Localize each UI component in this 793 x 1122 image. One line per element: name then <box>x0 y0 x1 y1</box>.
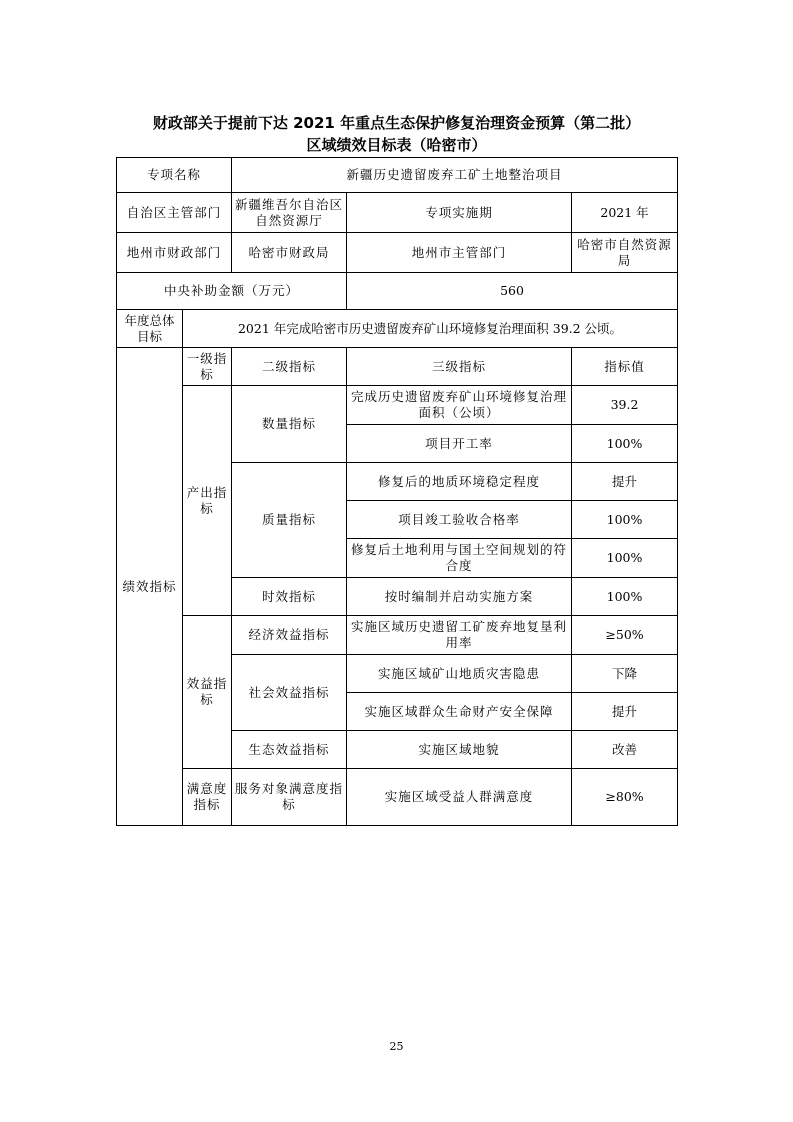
table-header-row <box>117 348 678 386</box>
output-indicators-label: 产出指标 <box>183 386 232 616</box>
header-level1: 一级指标 <box>183 348 232 386</box>
indicator-name: 实施区域受益人群满意度 <box>347 769 572 826</box>
indicator-value: ≥50% <box>572 616 678 655</box>
indicator-value: 39.2 <box>572 386 678 425</box>
header-value: 指标值 <box>572 348 678 386</box>
timeliness-indicators-label: 时效指标 <box>232 578 347 616</box>
table-row <box>117 158 678 193</box>
table-row <box>117 386 678 425</box>
title-line-2: 区域绩效目标表（哈密市） <box>306 136 487 154</box>
table-row <box>117 193 678 233</box>
indicator-value: 提升 <box>572 693 678 731</box>
document-title <box>114 112 679 156</box>
performance-indicators-label: 绩效指标 <box>117 348 183 826</box>
table-row <box>117 769 678 826</box>
period-value: 2021 年 <box>572 193 678 233</box>
indicator-name: 实施区域群众生命财产安全保障 <box>347 693 572 731</box>
dept-value: 新疆维吾尔自治区自然资源厅 <box>232 193 347 233</box>
table-row <box>117 233 678 273</box>
prefecture-dept-label: 地州市主管部门 <box>347 233 572 273</box>
indicator-name: 修复后土地利用与国土空间规划的符合度 <box>347 539 572 578</box>
social-benefit-label: 社会效益指标 <box>232 655 347 731</box>
indicator-value: 100% <box>572 578 678 616</box>
page-number: 25 <box>389 1040 404 1053</box>
indicator-value: 提升 <box>572 463 678 501</box>
indicator-value: 100% <box>572 425 678 463</box>
prefecture-dept-value: 哈密市自然资源局 <box>572 233 678 273</box>
indicator-value: 下降 <box>572 655 678 693</box>
indicator-name: 项目开工率 <box>347 425 572 463</box>
indicator-name: 实施区域地貌 <box>347 731 572 769</box>
indicator-value: 100% <box>572 501 678 539</box>
header-level2: 二级指标 <box>232 348 347 386</box>
indicator-name: 修复后的地质环境稳定程度 <box>347 463 572 501</box>
subsidy-label: 中央补助金额（万元） <box>117 273 347 310</box>
indicator-name: 完成历史遗留废弃矿山环境修复治理面积（公顷） <box>347 386 572 425</box>
period-label: 专项实施期 <box>347 193 572 233</box>
dept-label: 自治区主管部门 <box>117 193 232 233</box>
service-satisfaction-label: 服务对象满意度指标 <box>232 769 347 826</box>
table-row <box>117 616 678 655</box>
ecological-benefit-label: 生态效益指标 <box>232 731 347 769</box>
subsidy-value: 560 <box>347 273 678 310</box>
indicator-name: 实施区域矿山地质灾害隐患 <box>347 655 572 693</box>
satisfaction-indicators-label: 满意度指标 <box>183 769 232 826</box>
quantity-indicators-label: 数量指标 <box>232 386 347 463</box>
annual-goal-label: 年度总体目标 <box>117 310 183 348</box>
table-row <box>117 310 678 348</box>
quality-indicators-label: 质量指标 <box>232 463 347 578</box>
prefecture-finance-value: 哈密市财政局 <box>232 233 347 273</box>
indicator-value: 100% <box>572 539 678 578</box>
indicator-name: 项目竣工验收合格率 <box>347 501 572 539</box>
economic-benefit-label: 经济效益指标 <box>232 616 347 655</box>
performance-target-table <box>116 157 678 826</box>
indicator-name: 实施区域历史遗留工矿废弃地复垦利用率 <box>347 616 572 655</box>
indicator-name: 按时编制并启动实施方案 <box>347 578 572 616</box>
annual-goal-value: 2021 年完成哈密市历史遗留废弃矿山环境修复治理面积 39.2 公顷。 <box>183 310 678 348</box>
prefecture-finance-label: 地州市财政部门 <box>117 233 232 273</box>
header-level3: 三级指标 <box>347 348 572 386</box>
project-name-label: 专项名称 <box>117 158 232 193</box>
project-name-value: 新疆历史遗留废弃工矿土地整治项目 <box>232 158 678 193</box>
indicator-value: ≥80% <box>572 769 678 826</box>
indicator-value: 改善 <box>572 731 678 769</box>
title-line-1: 财政部关于提前下达 2021 年重点生态保护修复治理资金预算（第二批） <box>152 114 641 132</box>
benefit-indicators-label: 效益指标 <box>183 616 232 769</box>
table-row <box>117 273 678 310</box>
